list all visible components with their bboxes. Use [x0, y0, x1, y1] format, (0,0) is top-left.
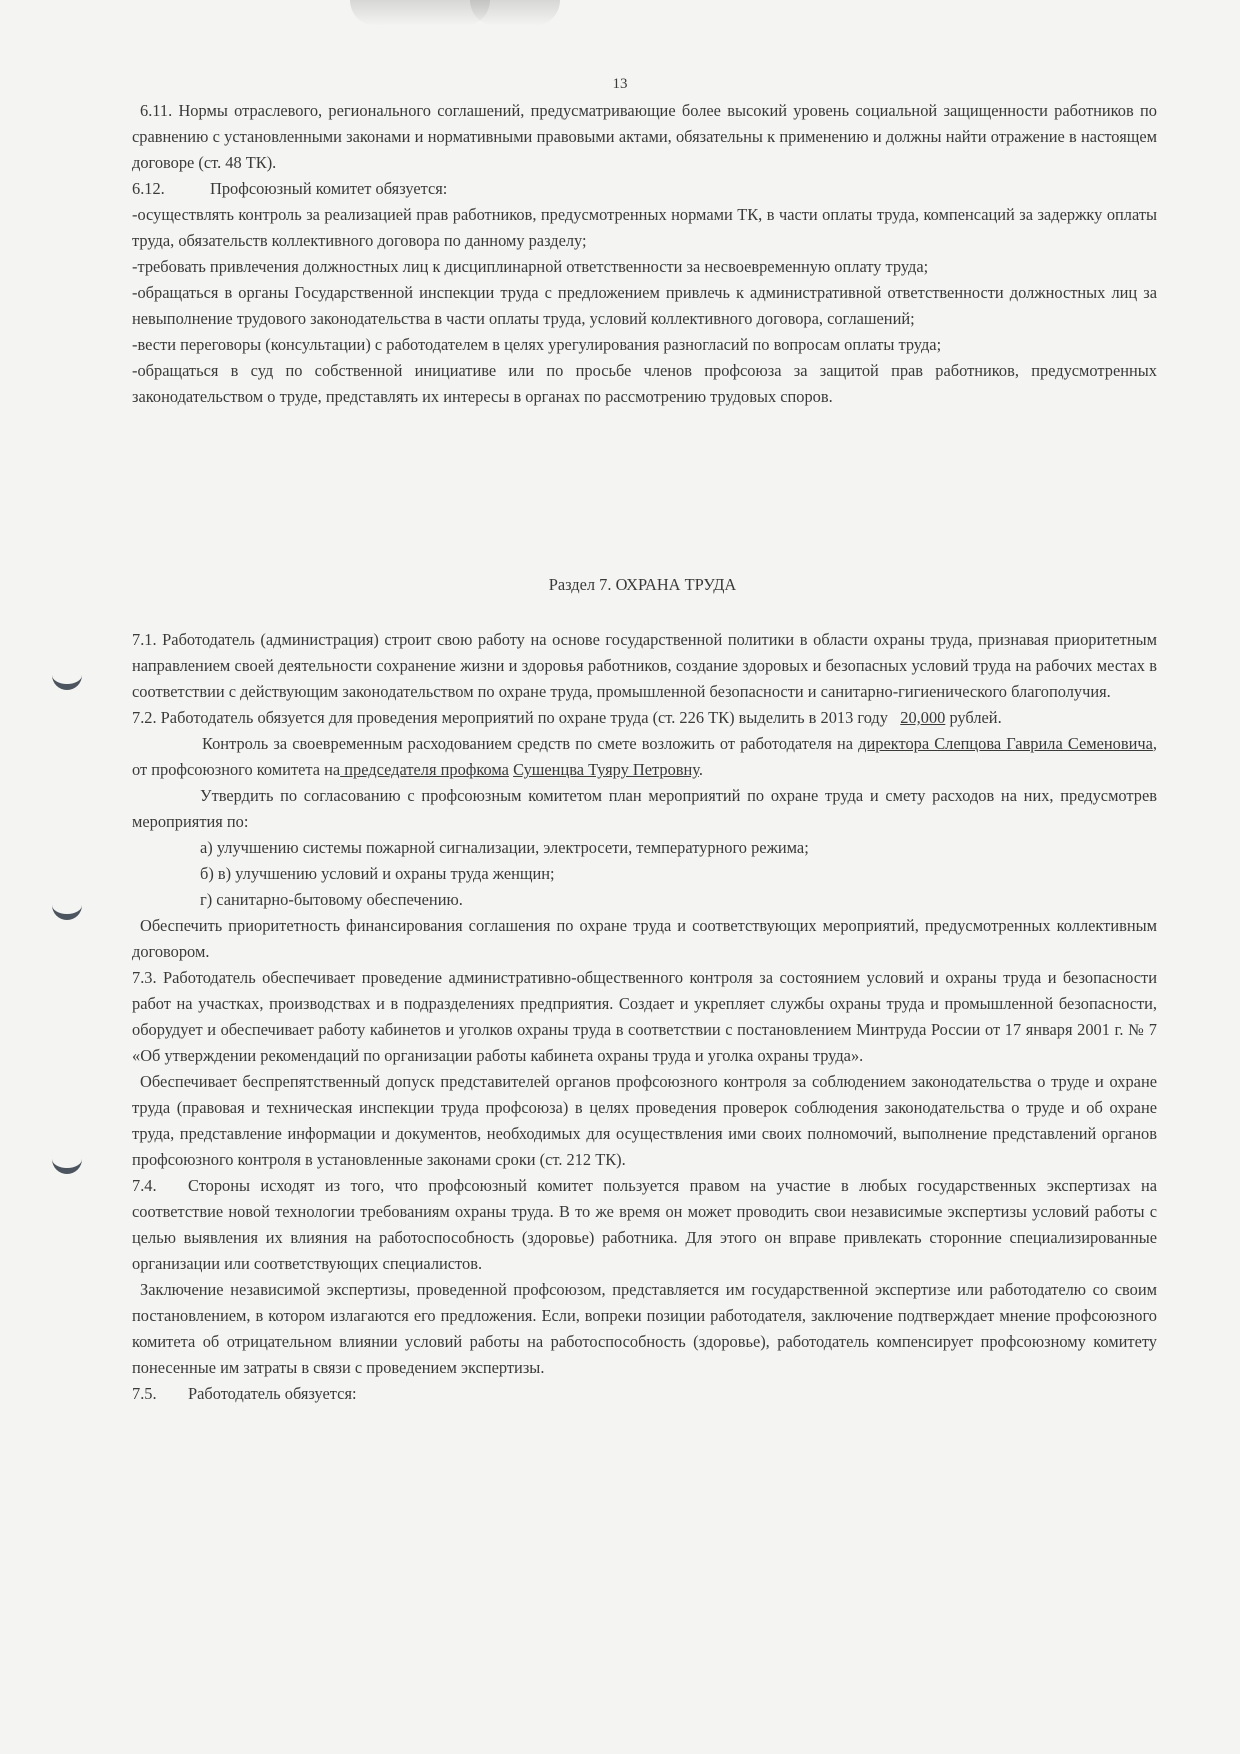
list-item: -обращаться в органы Государственной инспекции труда с предложением привлечь к административной ответственности должностных лиц за невыполнение трудового законодательства в части оплаты труда, условий коллективного договора, соглашений; [132, 283, 1157, 328]
paragraph-7-5: 7.5. Работодатель обязуется: [132, 1381, 1157, 1407]
paragraph-number: 6.12. [132, 179, 165, 198]
paragraph-conclusion: Заключение независимой экспертизы, проведенной профсоюзом, представляется им государственной экспертизе или работодателю со своим постановлением, в котором излагаются его предложения. Если, вопреки позиции работодателя, заключение подтверждает мнение профсоюзного комитета об отрицательном влиянии условий работы на работоспособность (здоровье), работодатель компенсирует профсоюзному комитету понесенные им затраты в связи с проведением экспертизы. [132, 1280, 1157, 1377]
list-item: б) в) улучшению условий и охраны труда женщин; [200, 864, 555, 883]
paragraph-access: Обеспечивает беспрепятственный допуск представителей органов профсоюзного контроля за соблюдением законодательства о труде и охране труда (правовая и техническая инспекции труда профсоюза) в целях проведения проверок соблюдения законодательства о труде и об охране труда, представление информации и документов, необходимых для осуществления ими своих полномочий, выполнение представлений органов профсоюзного контроля в установленные законами сроки (ст. 212 ТК). [132, 1072, 1157, 1169]
paragraph-7-3: 7.3. Работодатель обеспечивает проведение административно-общественного контроля за состоянием условий и охраны труда и безопасности работ на участках, производствах и в подразделениях предприятия. Создает и укрепляет службы охраны труда и промышленной безопасности, оборудует и обеспечивает работу кабинетов и уголков охраны труда в соответствии с постановлением Минтруда России от 17 января 2001 г. № 7 «Об утверждении рекомендаций по организации работы кабинета охраны труда и уголка охраны труда». [132, 968, 1157, 1065]
paragraph-6-11: 6.11. Нормы отраслевого, регионального соглашений, предусматривающие более высокий уровень социальной защищенности работников по сравнению с установленными законами и нормативными правовыми актами, обязательны к применению и должны найти отражение в настоящем договоре (ст. 48 ТК). [132, 101, 1157, 172]
budget-amount: 20,000 [900, 708, 946, 727]
paragraph-priority: Обеспечить приоритетность финансирования соглашения по охране труда и соответствующих мероприятий, предусмотренных коллективным договором. [132, 916, 1157, 961]
punch-hole-icon [52, 896, 82, 920]
scan-smudge [470, 0, 560, 26]
paragraph-heading: Профсоюзный комитет обязуется: [210, 179, 448, 198]
paragraph-number: 7.5. [132, 1384, 157, 1403]
list-item: -осуществлять контроль за реализацией прав работников, предусмотренных нормами ТК, в части оплаты труда, компенсаций за задержку оплаты труда, обязательств коллективного договора по данному разделу; [132, 205, 1157, 250]
paragraph-6-12-heading [132, 176, 1157, 202]
paragraph-approve: Утвердить по согласованию с профсоюзным комитетом план мероприятий по охране труда и смету расходов на них, предусмотрев мероприятия по: [132, 786, 1157, 831]
list-item: а) улучшению системы пожарной сигнализации, электросети, температурного режима; [200, 838, 809, 857]
paragraph-7-1: 7.1. Работодатель (администрация) строит свою работу на основе государственной политики в области охраны труда, признавая приоритетным направлением своей деятельности сохранение жизни и здоровья работников, создание здоровых и безопасных условий труда на рабочих местах в соответствии с действующим законодательством по охране труда, промышленной безопасности и санитарно-гигиенического благополучия. [132, 630, 1157, 701]
page-number: 13 [612, 76, 628, 92]
list-item: -обращаться в суд по собственной инициативе или по просьбе членов профсоюза за защитой прав работников, предусмотренных законодательством о труде, представлять их интересы в органах по рассмотрению трудовых споров. [132, 361, 1157, 406]
chair-name: Сушенцва Туяру Петровну [513, 760, 699, 779]
punch-hole-icon [52, 1150, 82, 1174]
chair-title: председателя профкома [340, 760, 509, 779]
list-item: -вести переговоры (консультации) с работодателем в целях урегулирования разногласий по вопросам оплаты труда; [132, 335, 942, 354]
section-7-title: Раздел 7. ОХРАНА ТРУДА [548, 575, 737, 594]
director-name: директора Слепцова Гаврила Семеновича [858, 734, 1153, 753]
paragraph-number: 7.4. [132, 1176, 157, 1195]
paragraph-control: Контроль за своевременным расходованием средств по смете возложить от работодателя на директора Слепцова Гаврила Семеновича, от профсоюзного комитета на председателя профкома Сушенцва Туяру Петровну. [132, 734, 1157, 779]
punch-hole-icon [52, 666, 82, 690]
scan-smudge [350, 0, 490, 26]
section-7-text [132, 627, 1157, 1407]
list-item: -требовать привлечения должностных лиц к дисциплинарной ответственности за несвоевременную оплату труда; [132, 257, 929, 276]
section-6-text [132, 98, 1157, 410]
list-item: г) санитарно-бытовому обеспечению. [200, 890, 463, 909]
paragraph-7-2: 7.2. Работодатель обязуется для проведения мероприятий по охране труда (ст. 226 ТК) выделить в 2013 году 20,000 рублей. [132, 708, 1002, 727]
paragraph-7-4: 7.4. Стороны исходят из того, что профсоюзный комитет пользуется правом на участие в любых государственных экспертизах на соответствие новой технологии требованиям охраны труда. В то же время он может проводить свои независимые экспертизы условий работы с целью выявления их влияния на работоспособность (здоровье) работника. Для этого он вправе привлекать сторонние специализированные организации или соответствующих специалистов. [132, 1173, 1157, 1277]
